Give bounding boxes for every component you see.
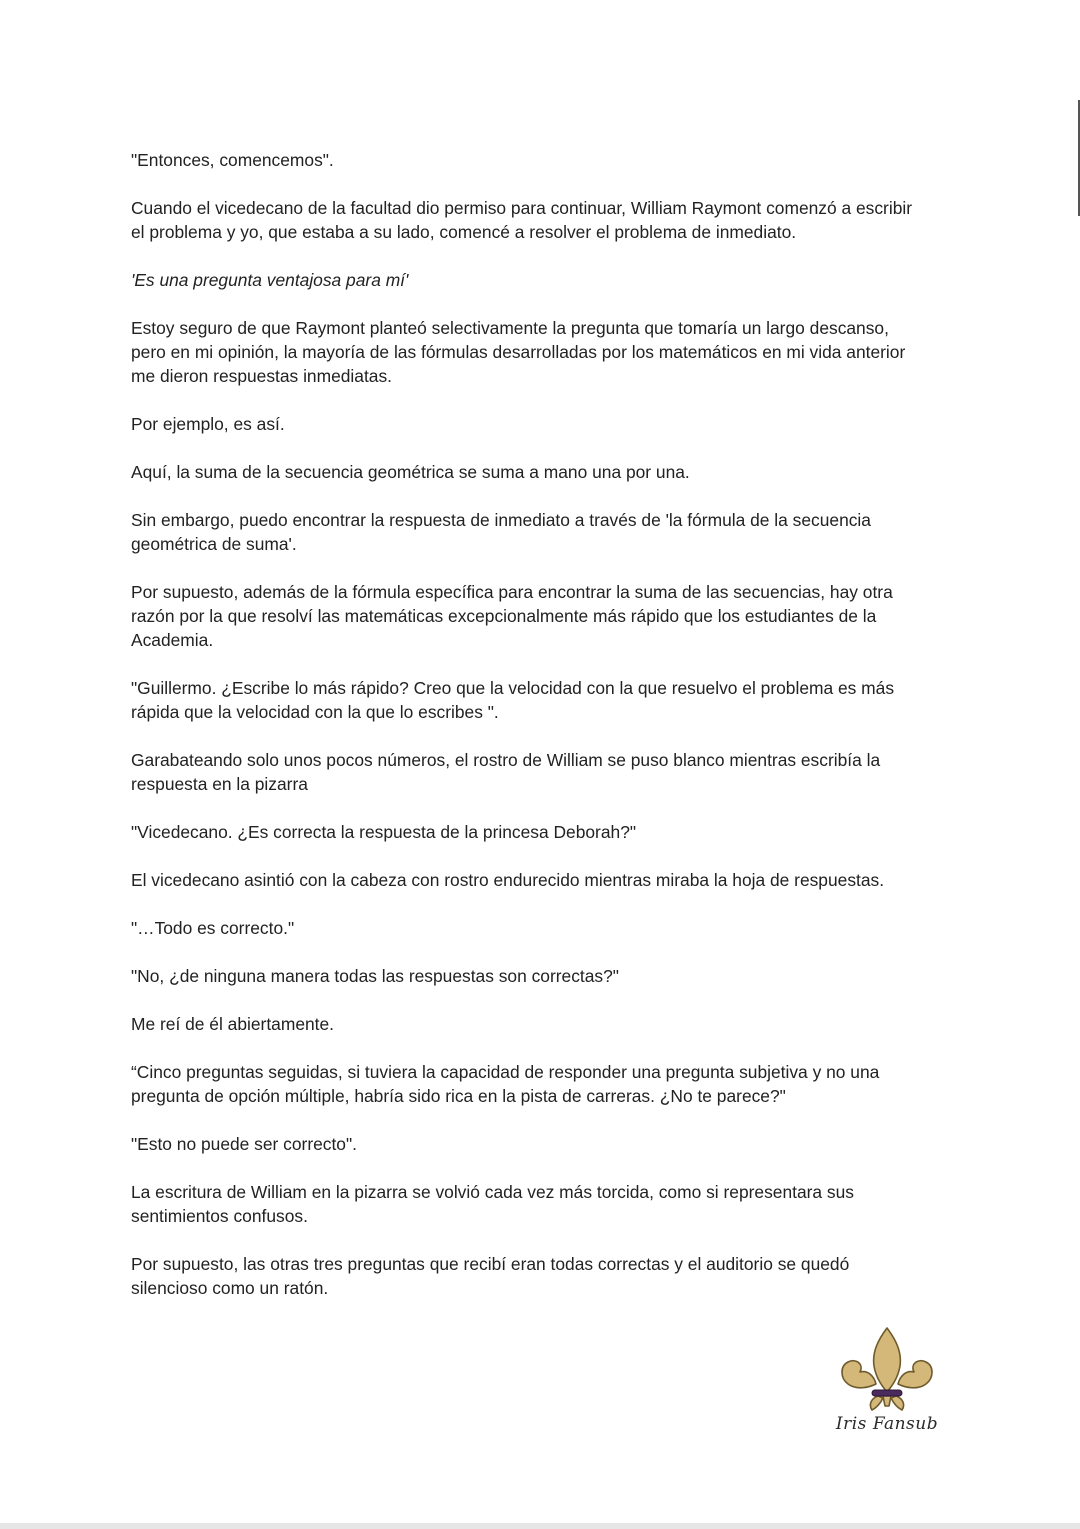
watermark-text: Iris Fansub <box>835 1414 939 1434</box>
paragraph: Estoy seguro de que Raymont planteó selectivamente la pregunta que tomaría un largo descanso, pero en mi opinión, la mayoría de las fórmulas desarrolladas por los matemáticos en mi vida anterior me dieron respuestas inmediatas. <box>131 318 906 386</box>
paragraph: "Entonces, comencemos". <box>131 150 334 170</box>
paragraph: Por supuesto, además de la fórmula específica para encontrar la suma de las secuencias, hay otra razón por la que resolví las matemáticas excepcionalmente más rápido que los estudiantes de la Academia. <box>131 582 893 650</box>
iris-fansub-logo <box>832 1326 942 1441</box>
paragraph: "…Todo es correcto." <box>131 918 295 938</box>
paragraph: Me reí de él abiertamente. <box>131 1014 334 1034</box>
paragraph: Aquí, la suma de la secuencia geométrica se suma a mano una por una. <box>131 462 690 482</box>
paragraph: Sin embargo, puedo encontrar la respuesta de inmediato a través de 'la fórmula de la secuencia geométrica de suma'. <box>131 510 871 554</box>
bottom-bar <box>0 1523 1080 1529</box>
fleur-de-lis-icon <box>838 1326 936 1412</box>
paragraph: La escritura de William en la pizarra se volvió cada vez más torcida, como si representara sus sentimientos confusos. <box>131 1182 854 1226</box>
paragraph: "Vicedecano. ¿Es correcta la respuesta de la princesa Deborah?" <box>131 822 637 842</box>
paragraph: Cuando el vicedecano de la facultad dio permiso para continuar, William Raymont comenzó a escribir el problema y yo, que estaba a su lado, comencé a resolver el problema de inmediato. <box>131 198 913 242</box>
paragraph: "No, ¿de ninguna manera todas las respuestas son correctas?" <box>131 966 619 986</box>
paragraph: Por ejemplo, es así. <box>131 414 285 434</box>
paragraph: Por supuesto, las otras tres preguntas que recibí eran todas correctas y el auditorio se quedó silencioso como un ratón. <box>131 1254 850 1298</box>
paragraph: "Esto no puede ser correcto". <box>131 1134 357 1154</box>
paragraph: "Guillermo. ¿Escribe lo más rápido? Creo que la velocidad con la que resuelvo el problema es más rápida que la velocidad con la que lo escribes ". <box>131 678 895 722</box>
paragraph: Garabateando solo unos pocos números, el rostro de William se puso blanco mientras escribía la respuesta en la pizarra <box>131 750 881 794</box>
paragraph: El vicedecano asintió con la cabeza con rostro endurecido mientras miraba la hoja de respuestas. <box>131 870 885 890</box>
paragraph: “Cinco preguntas seguidas, si tuviera la capacidad de responder una pregunta subjetiva y no una pregunta de opción múltiple, habría sido rica en la pista de carreras. ¿No te parece?" <box>131 1062 880 1106</box>
paragraph: 'Es una pregunta ventajosa para mí' <box>131 270 409 290</box>
document-body <box>131 148 961 1324</box>
